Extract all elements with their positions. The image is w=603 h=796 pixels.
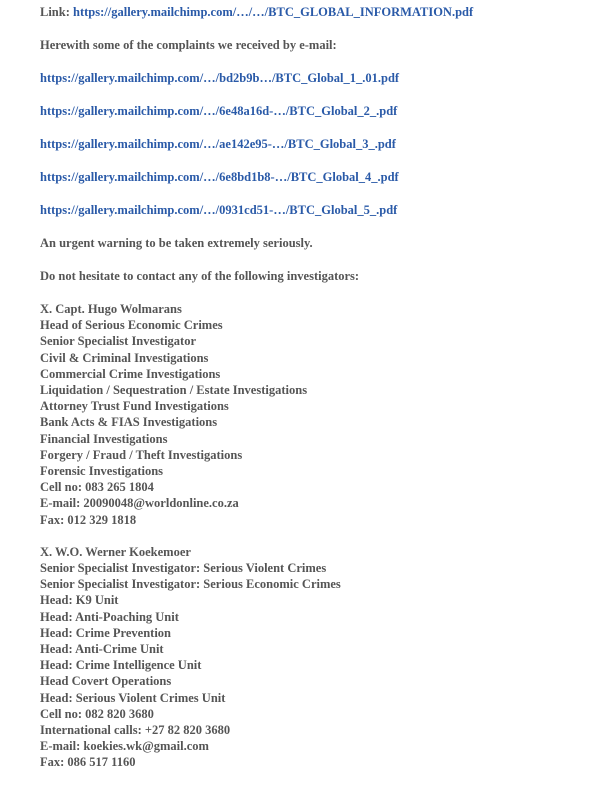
info-pdf-link[interactable]: https://gallery.mailchimp.com/…/…/BTC_GLOBAL_INFORMATION.pdf — [73, 5, 474, 19]
investigator-2-title: Head: K9 Unit — [40, 593, 119, 608]
complaint-link-line — [40, 103, 600, 120]
investigator-1-title: Financial Investigations — [40, 431, 168, 446]
complaint-link-line — [40, 70, 600, 87]
investigator-2-title: Head Covert Operations — [40, 674, 172, 689]
urgent-warning: An urgent warning to be taken extremely seriously. — [40, 236, 313, 250]
investigator-2-email: E-mail: koekies.wk@gmail.com — [40, 739, 209, 754]
complaint-link-line — [40, 169, 600, 186]
investigator-2-title: Senior Specialist Investigator: Serious Economic Crimes — [40, 577, 341, 592]
link-label: Link: — [40, 5, 74, 19]
investigator-1-title: Forgery / Fraud / Theft Investigations — [40, 447, 243, 462]
investigator-1-title: Senior Specialist Investigator — [40, 334, 197, 349]
investigator-2-name: X. W.O. Werner Koekemoer — [40, 544, 191, 559]
investigator-2-cell: Cell no: 082 820 3680 — [40, 706, 154, 721]
investigator-2-fax: Fax: 086 517 1160 — [40, 755, 136, 770]
investigator-1-cell: Cell no: 083 265 1804 — [40, 480, 154, 495]
investigator-1-title: Liquidation / Sequestration / Estate Investigations — [40, 383, 308, 398]
complaint-link-line — [40, 202, 600, 219]
investigator-2-title: Head: Crime Intelligence Unit — [40, 658, 202, 673]
header-link-line — [40, 4, 600, 21]
investigator-2-title: Head: Crime Prevention — [40, 625, 171, 640]
investigator-2-title: Senior Specialist Investigator: Serious Violent Crimes — [40, 561, 327, 576]
investigator-1-title: Attorney Trust Fund Investigations — [40, 399, 229, 414]
investigator-2-intl-phone: International calls: +27 82 820 3680 — [40, 723, 231, 738]
complaints-intro: Herewith some of the complaints we received by e-mail: — [40, 38, 337, 52]
investigator-2-title: Head: Anti-Crime Unit — [40, 642, 164, 657]
investigator-1-block — [40, 301, 600, 528]
complaint-link-3[interactable]: https://gallery.mailchimp.com/…/ae142e95-…/BTC_Global_3_.pdf — [40, 137, 396, 151]
investigator-1-title: Civil & Criminal Investigations — [40, 350, 209, 365]
investigator-1-title: Head of Serious Economic Crimes — [40, 318, 223, 333]
investigator-2-title: Head: Anti-Poaching Unit — [40, 609, 179, 624]
complaint-link-2[interactable]: https://gallery.mailchimp.com/…/6e48a16d-…/BTC_Global_2_.pdf — [40, 104, 398, 118]
investigator-1-title: Forensic Investigations — [40, 464, 164, 479]
investigator-1-fax: Fax: 012 329 1818 — [40, 512, 137, 527]
investigator-1-email: E-mail: 20090048@worldonline.co.za — [40, 496, 239, 511]
complaint-link-line — [40, 136, 600, 153]
complaint-link-4[interactable]: https://gallery.mailchimp.com/…/6e8bd1b8-…/BTC_Global_4_.pdf — [40, 170, 399, 184]
complaint-link-5[interactable]: https://gallery.mailchimp.com/…/0931cd51-…/BTC_Global_5_.pdf — [40, 203, 398, 217]
investigator-1-name: X. Capt. Hugo Wolmarans — [40, 302, 182, 316]
investigator-1-title: Bank Acts & FIAS Investigations — [40, 415, 218, 430]
investigator-2-title: Head: Serious Violent Crimes Unit — [40, 690, 226, 705]
email-body — [40, 0, 600, 771]
complaint-link-1[interactable]: https://gallery.mailchimp.com/…/bd2b9b…/BTC_Global_1_.01.pdf — [40, 71, 400, 85]
contact-intro: Do not hesitate to contact any of the following investigators: — [40, 269, 360, 283]
investigator-1-title: Commercial Crime Investigations — [40, 366, 221, 381]
investigator-2-block — [40, 544, 600, 771]
